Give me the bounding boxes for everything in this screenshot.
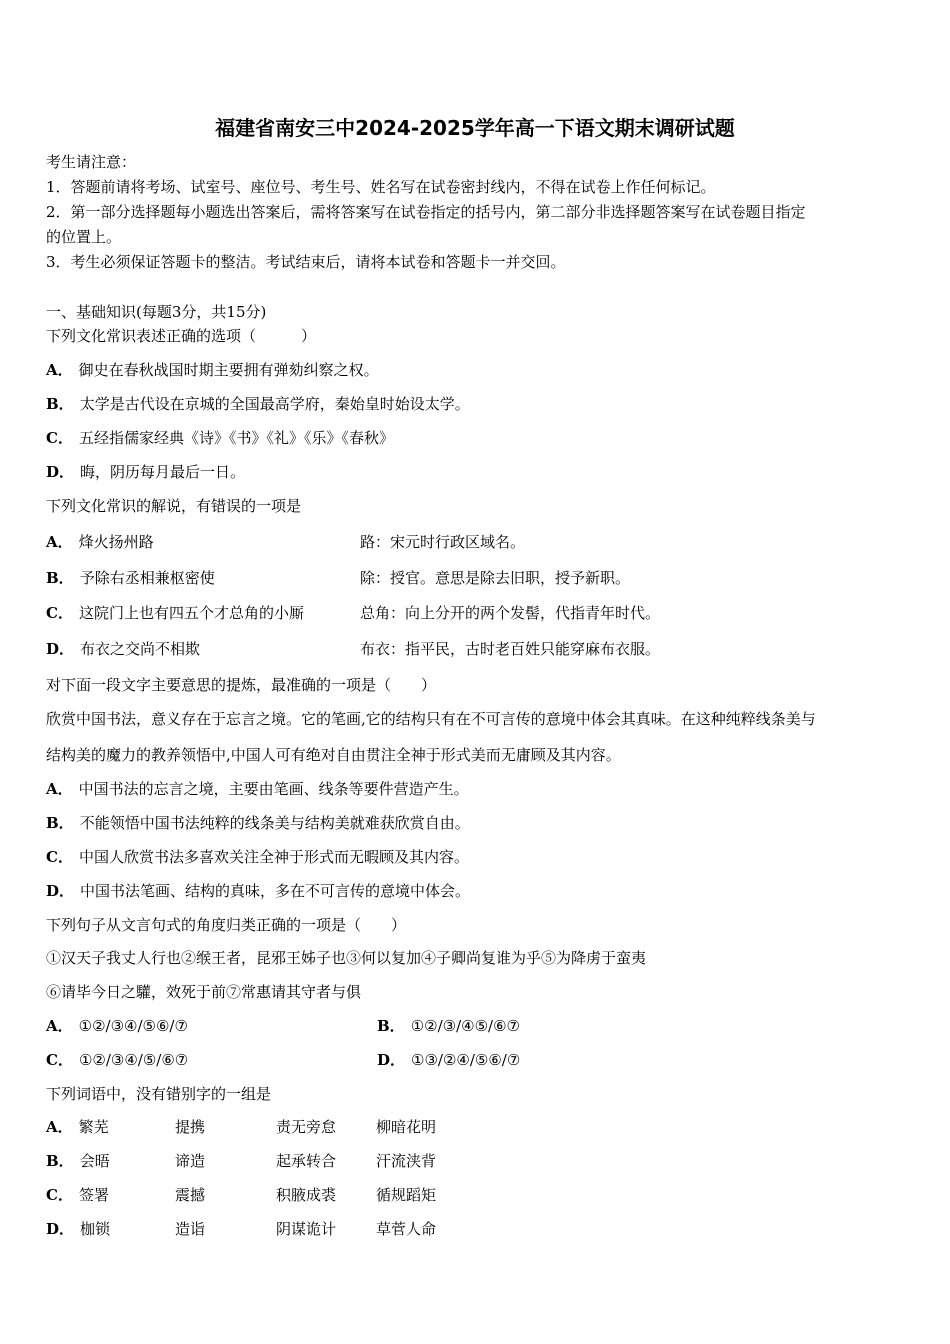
option-word: 柳暗花明 [376,1118,437,1136]
option-b: B． 会晤 [46,1152,110,1170]
option-word: 起承转合 [276,1152,337,1170]
option-b: B． 太学是古代设在京城的全国最高学府，秦始皇时始设太学。 [46,395,470,413]
option-d-explanation: 布衣：指平民，古时老百姓只能穿麻布衣服。 [360,640,661,658]
option-word: 责无旁怠 [276,1118,337,1136]
passage-line: 结构美的魔力的教养领悟中,中国人可有绝对自由贯注全神于形式美而无庸顾及其内容。 [46,746,621,764]
option-word: 造诣 [175,1220,206,1238]
option-a: A． ①②/③④/⑤⑥/⑦ [46,1017,188,1035]
page-title: 福建省南安三中2024-2025学年高一下语文期末调研试题 [215,116,735,140]
option-a: A． 繁芜 [46,1118,109,1136]
option-word: 草菅人命 [376,1220,437,1238]
sentence-line: ⑥请毕今日之驩，效死于前⑦常惠请其守者与俱 [46,983,362,1001]
sentence-line: ①汉天子我丈人行也②缑王者，昆邪王姊子也③何以复加④子卿尚复谁为乎⑤为降虏于蛮夷 [46,949,647,967]
option-word: 谛造 [175,1152,206,1170]
question-stem: 下列词语中，没有错别字的一组是 [46,1085,272,1103]
option-a: A． 御史在春秋战国时期主要拥有弹劾纠察之权。 [46,361,379,379]
option-c: C． 签署 [46,1186,109,1204]
notice-item: 3．考生必须保证答题卡的整洁。考试结束后，请将本试卷和答题卡一并交回。 [46,253,566,271]
notice-item: 的位置上。 [46,228,122,246]
passage-line: 欣赏中国书法，意义存在于忘言之境。它的笔画,它的结构只有在不可言传的意境中体会其真味。在这种纯粹线条美与 [46,710,816,728]
question-stem: 下列句子从文言句式的角度归类正确的一项是（ ） [46,916,407,934]
option-word: 提携 [175,1118,206,1136]
option-c: C． 五经指儒家经典《诗》《书》《礼》《乐》《春秋》 [46,429,394,447]
notice-heading: 考生请注意： [46,153,137,171]
option-c: C． ①②/③④/⑤/⑥⑦ [46,1051,189,1069]
option-word: 积腋成裘 [276,1186,337,1204]
option-b: B． 不能领悟中国书法纯粹的线条美与结构美就难获欣赏自由。 [46,814,470,832]
option-c: C． 这院门上也有四五个才总角的小厮 [46,604,304,622]
option-d: D． ①③/②④/⑤⑥/⑦ [377,1051,521,1069]
question-stem: 下列文化常识表述正确的选项（ ） [46,327,317,345]
section-heading: 一、基础知识(每题3分，共15分) [46,303,267,321]
option-a: A． 烽火扬州路 [46,533,154,551]
question-stem: 下列文化常识的解说，有错误的一项是 [46,497,302,515]
question-stem: 对下面一段文字主要意思的提炼，最准确的一项是（ ） [46,676,437,694]
option-word: 震撼 [175,1186,206,1204]
option-b: B． ①②/③/④⑤/⑥⑦ [377,1017,520,1035]
option-a-explanation: 路：宋元时行政区域名。 [360,533,526,551]
option-word: 循规蹈矩 [376,1186,437,1204]
option-d: D． 晦，阴历每月最后一日。 [46,463,246,481]
option-d: D． 布衣之交尚不相欺 [46,640,201,658]
option-b-explanation: 除：授官。意思是除去旧职，授予新职。 [360,569,631,587]
notice-item: 1．答题前请将考场、试室号、座位号、考生号、姓名写在试卷密封线内，不得在试卷上作任何标记。 [46,178,716,196]
option-word: 汗流浃背 [376,1152,437,1170]
notice-item: 2．第一部分选择题每小题选出答案后，需将答案写在试卷指定的括号内，第二部分非选择题答案写在试卷题目指定 [46,203,806,221]
option-a: A． 中国书法的忘言之境，主要由笔画、线条等要件营造产生。 [46,780,469,798]
option-c: C． 中国人欣赏书法多喜欢关注全神于形式而无暇顾及其内容。 [46,848,469,866]
option-c-explanation: 总角：向上分开的两个发髻，代指青年时代。 [360,604,661,622]
option-d: D． 枷锁 [46,1220,111,1238]
option-b: B． 予除右丞相兼枢密使 [46,569,215,587]
option-d: D． 中国书法笔画、结构的真味，多在不可言传的意境中体会。 [46,882,471,900]
option-word: 阴谋诡计 [276,1220,337,1238]
